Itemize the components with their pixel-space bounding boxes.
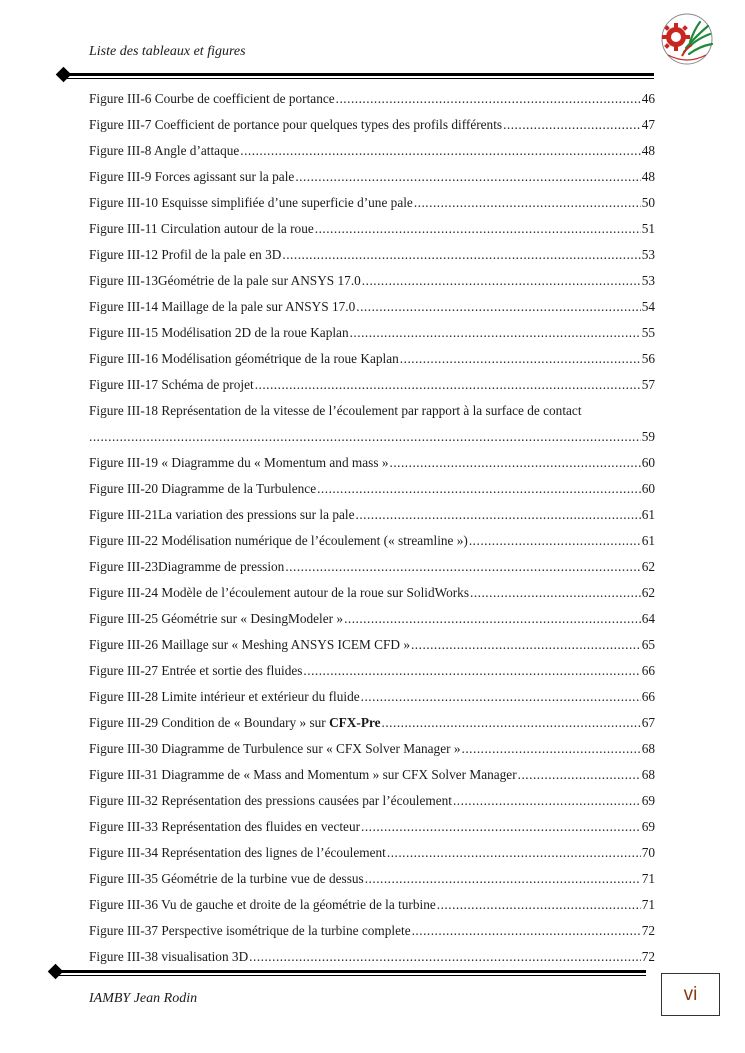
figure-entry-text: Figure III-33 Représentation des fluides en vecteur [89, 819, 361, 834]
figure-entry-label [89, 580, 469, 606]
figure-entry[interactable] [89, 164, 655, 190]
figure-entry-text: Figure III-16 Modélisation géométrique de la roue Kaplan [89, 351, 399, 366]
figure-entry[interactable] [89, 346, 655, 372]
dot-leader [249, 944, 641, 970]
figure-entry-text: Figure III-7 Coefficient de portance pour quelques types des profils différents [89, 117, 503, 132]
dot-leader [315, 216, 641, 242]
dot-leader [365, 866, 641, 892]
figure-entry-text: Figure III-35 Géométrie de la turbine vue de dessus [89, 871, 364, 886]
figure-entry[interactable] [89, 450, 655, 476]
figure-entry-page: 69 [641, 793, 655, 808]
dot-leader [344, 606, 641, 632]
figure-entry-text: Figure III-25 Géométrie sur « DesingModeler » [89, 611, 344, 626]
figure-entry-label [89, 866, 364, 892]
figure-entry-continuation[interactable] [89, 424, 655, 450]
figure-entry-text: Figure III-13Géométrie de la pale sur ANSYS 17.0 [89, 273, 361, 288]
header-rule [57, 73, 654, 79]
page-number: vi [683, 983, 698, 1005]
figure-entry-text: Figure III-38 visualisation 3D [89, 949, 249, 964]
figure-entry-label [89, 138, 239, 164]
figure-entry-label [89, 684, 360, 710]
figure-entry[interactable] [89, 684, 655, 710]
figure-entry-text: Figure III-29 Condition de « Boundary » sur [89, 715, 326, 730]
dot-leader [255, 372, 641, 398]
dot-leader [462, 736, 641, 762]
figure-entry-label [89, 632, 410, 658]
figure-entry-text: Figure III-10 Esquisse simplifiée d’une superficie d’une pale [89, 195, 413, 210]
dot-leader [285, 554, 640, 580]
figure-entry-page: 70 [641, 845, 655, 860]
figure-entry-text: Figure III-20 Diagramme de la Turbulence [89, 481, 317, 496]
figure-entry[interactable] [89, 580, 655, 606]
figure-entry[interactable] [89, 138, 655, 164]
dot-leader [356, 502, 641, 528]
figure-entry-page: 61 [641, 507, 655, 522]
figure-entry-page: 67 [641, 715, 655, 730]
figure-entry-text: Figure III-17 Schéma de projet [89, 377, 254, 392]
figure-entry-label [89, 762, 517, 788]
figure-entry-text: Figure III-21La variation des pressions sur la pale [89, 507, 355, 522]
figure-entry-page: 48 [641, 169, 655, 184]
dot-leader [350, 320, 641, 346]
figure-entry-label [89, 346, 399, 372]
figure-entry-text: Figure III-14 Maillage de la pale sur ANSYS 17.0 [89, 299, 356, 314]
figure-entry-label [89, 658, 302, 684]
figure-entry-page: 69 [641, 819, 655, 834]
dot-leader [411, 632, 641, 658]
figure-entry[interactable] [89, 476, 655, 502]
dot-leader [503, 112, 641, 138]
figure-entry-page: 61 [641, 533, 655, 548]
figure-entry-text: Figure III-8 Angle d’attaque [89, 143, 240, 158]
diamond-icon [56, 67, 72, 83]
figure-entry-label [89, 814, 360, 840]
figure-entry-text: Figure III-23Diagramme de pression [89, 559, 285, 574]
figure-entry-page: 68 [641, 767, 655, 782]
figure-entry-label [89, 294, 355, 320]
figure-entry[interactable] [89, 762, 655, 788]
figure-entry-label [89, 164, 294, 190]
dot-leader [356, 294, 640, 320]
figure-entry-bold-text: CFX-Pre [329, 715, 381, 730]
dot-leader [387, 840, 641, 866]
figure-entry-label [89, 710, 381, 736]
dot-leader [400, 346, 641, 372]
figure-entry-label [89, 372, 254, 398]
figure-entry-page: 66 [641, 689, 655, 704]
footer-rule [49, 970, 646, 976]
figure-entry[interactable] [89, 320, 655, 346]
figure-entry[interactable] [89, 944, 655, 970]
dot-leader [361, 814, 641, 840]
figure-entry[interactable] [89, 294, 655, 320]
figure-entry-label [89, 502, 355, 528]
figure-entry-label [89, 944, 248, 970]
dot-leader [361, 684, 641, 710]
footer-author: IAMBY Jean Rodin [89, 991, 198, 1006]
figure-entry[interactable] [89, 242, 655, 268]
figure-entry[interactable] [89, 528, 655, 554]
figure-entry[interactable] [89, 892, 655, 918]
figure-entry[interactable] [89, 372, 655, 398]
figure-entry[interactable] [89, 814, 655, 840]
figure-entry[interactable] [89, 840, 655, 866]
dot-leader [412, 918, 641, 944]
figure-entry-text: Figure III-26 Maillage sur « Meshing ANSYS ICEM CFD » [89, 637, 410, 652]
figure-entry-page: 71 [641, 871, 655, 886]
figure-entry-text: Figure III-22 Modélisation numérique de l’écoulement (« streamline ») [89, 533, 468, 548]
dot-leader [317, 476, 641, 502]
university-logo-icon [656, 12, 718, 66]
figure-entry-label [89, 268, 361, 294]
dot-leader [303, 658, 640, 684]
dot-leader [518, 762, 641, 788]
figure-entry-label [89, 320, 349, 346]
figure-entry[interactable] [89, 606, 655, 632]
figure-entry[interactable] [89, 918, 655, 944]
figure-entry-text: Figure III-32 Représentation des pressions causées par l’écoulement [89, 793, 452, 808]
dot-leader [282, 242, 640, 268]
figure-entry-label [89, 216, 314, 242]
figure-entry-page: 59 [641, 429, 655, 444]
figure-entry-label [89, 528, 468, 554]
figure-entry-page: 46 [641, 91, 655, 106]
figure-entry-text: Figure III-28 Limite intérieur et extérieur du fluide [89, 689, 360, 704]
page-number-box [661, 973, 720, 1016]
figure-entry-text: Figure III-30 Diagramme de Turbulence sur « CFX Solver Manager » [89, 741, 461, 756]
figure-entry-label [89, 112, 502, 138]
figure-entry-text: Figure III-24 Modèle de l’écoulement autour de la roue sur SolidWorks [89, 585, 469, 600]
header-title: Liste des tableaux et figures [89, 44, 246, 59]
figure-entry[interactable] [89, 86, 655, 112]
figure-entry-label [89, 918, 411, 944]
figure-entry-page: 64 [641, 611, 655, 626]
figure-entry[interactable] [89, 736, 655, 762]
dot-leader [453, 788, 641, 814]
figure-entry[interactable] [89, 502, 655, 528]
figure-entry-page: 60 [641, 455, 655, 470]
figure-entry-text: Figure III-37 Perspective isométrique de la turbine complete [89, 923, 411, 938]
figure-entry[interactable] [89, 216, 655, 242]
figure-entry-page: 54 [641, 299, 655, 314]
figure-entry[interactable] [89, 112, 655, 138]
figure-entry-text: Figure III-9 Forces agissant sur la pale [89, 169, 295, 184]
figure-entry[interactable] [89, 554, 655, 580]
figure-entry[interactable] [89, 268, 655, 294]
dot-leader [414, 190, 641, 216]
figure-entry-text: Figure III-12 Profil de la pale en 3D [89, 247, 282, 262]
figure-entry-page: 47 [641, 117, 655, 132]
figure-entry-page: 55 [641, 325, 655, 340]
figure-entry-text: Figure III-31 Diagramme de « Mass and Momentum » sur CFX Solver Manager [89, 767, 517, 782]
figure-entry-text: Figure III-6 Courbe de coefficient de portance [89, 91, 335, 106]
figure-entry-page: 50 [641, 195, 655, 210]
figure-entry-page: 65 [641, 637, 655, 652]
figure-entry-label [89, 450, 389, 476]
figure-entry-page: 48 [641, 143, 655, 158]
figure-entry-page: 53 [641, 247, 655, 262]
dot-leader [390, 450, 641, 476]
diamond-icon [48, 964, 64, 980]
figure-entry[interactable] [89, 710, 655, 736]
figure-entry-label [89, 606, 343, 632]
figure-entry-text: Figure III-19 « Diagramme du « Momentum and mass » [89, 455, 389, 470]
figure-entry-page: 51 [641, 221, 655, 236]
dot-leader [469, 528, 641, 554]
figure-entry-label [89, 892, 436, 918]
figure-entry-page: 68 [641, 741, 655, 756]
dot-leader [437, 892, 641, 918]
figure-entry-label [89, 736, 461, 762]
figure-entry-text: Figure III-11 Circulation autour de la roue [89, 221, 314, 236]
figure-entry-text: Figure III-27 Entrée et sortie des fluides [89, 663, 303, 678]
figure-entry-label [89, 190, 413, 216]
figure-entry-label [89, 242, 281, 268]
figure-entry-label [89, 86, 335, 112]
figure-entry-page: 71 [641, 897, 655, 912]
figure-entry[interactable] [89, 788, 655, 814]
dot-leader [89, 424, 641, 450]
figure-entry[interactable] [89, 866, 655, 892]
figure-entry-text: Figure III-15 Modélisation 2D de la roue Kaplan [89, 325, 349, 340]
figure-list [89, 86, 655, 970]
dot-leader [382, 710, 641, 736]
figure-entry[interactable] [89, 632, 655, 658]
figure-entry-page: 72 [641, 949, 655, 964]
figure-entry-text: Figure III-36 Vu de gauche et droite de la géométrie de la turbine [89, 897, 436, 912]
figure-entry-label [89, 476, 316, 502]
dot-leader [295, 164, 640, 190]
figure-entry-label: Figure III-18 Représentation de la vitesse de l’écoulement par rapport à la surface de contact [89, 403, 582, 418]
figure-entry-page: 56 [641, 351, 655, 366]
figure-entry-page: 66 [641, 663, 655, 678]
figure-entry-page: 57 [641, 377, 655, 392]
figure-entry[interactable] [89, 658, 655, 684]
figure-entry-label [89, 840, 386, 866]
dot-leader [470, 580, 641, 606]
dot-leader [362, 268, 641, 294]
figure-entry-page: 62 [641, 585, 655, 600]
figure-entry-label [89, 554, 284, 580]
dot-leader [336, 86, 641, 112]
figure-entry-text: Figure III-34 Représentation des lignes de l’écoulement [89, 845, 386, 860]
figure-entry-page: 72 [641, 923, 655, 938]
figure-entry-page: 62 [641, 559, 655, 574]
figure-entry[interactable] [89, 398, 655, 424]
dot-leader [240, 138, 640, 164]
figure-entry-page: 53 [641, 273, 655, 288]
figure-entry[interactable] [89, 190, 655, 216]
figure-entry-label [89, 788, 452, 814]
figure-entry-page: 60 [641, 481, 655, 496]
